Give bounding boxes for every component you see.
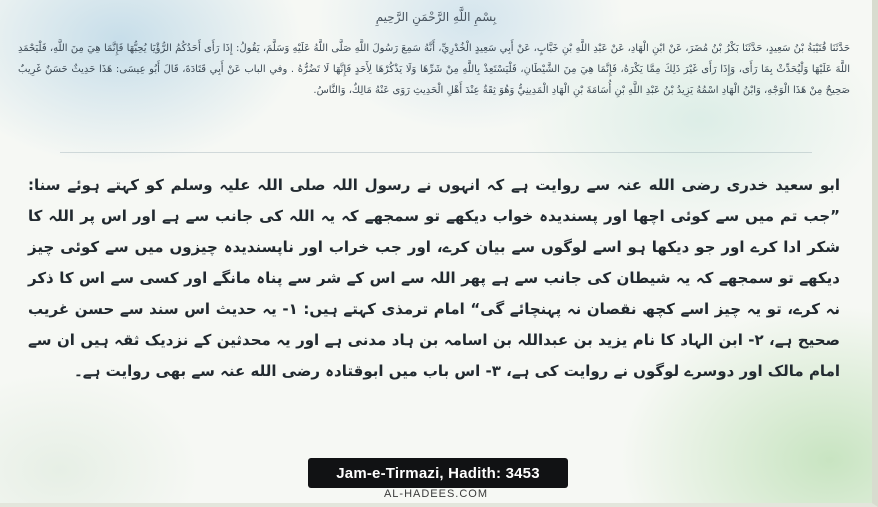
section-divider — [60, 152, 812, 153]
urdu-translation-text: ابو سعید خدری رضی الله عنہ سے روایت ہے کہ انہوں نے رسول اللہ صلی اللہ علیہ وسلم کو کہتے ہوئے سنا: ”جب تم میں سے کوئی اچھا اور پسندیدہ خواب دیکھے تو سمجھے کہ یہ اللہ کی جانب سے ہے اور اس پر اللہ کا شکر ادا کرے اور جو دیکھا ہو اسے لوگوں سے بیان کرے، اور جب خراب اور ناپسندیدہ چیزوں میں سے کوئی چیز دیکھے تو سمجھے کہ یہ شیطان کی جانب سے ہے پھر اللہ سے اس کے شر سے پناہ مانگے اور کسی سے اس کا ذکر نہ کرے، تو یہ چیز اسے کچھ نقصان نہ پہنچائے گی“ امام ترمذی کہتے ہیں: ۱- یہ حدیث اس سند سے حسن غریب صحیح ہے، ۲- ابن الہاد کا نام یزید بن عبداللہ بن اسامہ بن ہاد مدنی ہے اور یہ محدثین کے نزدیک ثقہ ہیں ان سے امام مالک اور دوسرے لوگوں نے روایت کی ہے، ۳- اس باب میں ابوقتادہ رضی الله عنہ سے بھی روایت ہے۔ — [28, 176, 840, 380]
bismillah-header: بِسْمِ اللَّهِ الرَّحْمَنِ الرَّحِيمِ — [375, 10, 497, 24]
site-watermark: AL-HADEES.COM — [383, 488, 489, 500]
hadith-reference-badge: Jam-e-Tirmazi, Hadith: 3453 — [308, 458, 568, 488]
arabic-hadith-text: حَدَّثَنَا قُتَيْبَةُ بْنُ سَعِيدٍ، حَدَّثَنَا بَكْرُ بْنُ مُضَرَ، عَنْ ابْنِ الْهَادِ، عَنْ عَبْدِ اللَّهِ بْنِ خَبَّابٍ، عَنْ أَبِي سَعِيدٍ الْخُدْرِيِّ، أَنَّهُ سَمِعَ رَسُولَ اللَّهِ صَلَّى اللَّهُ عَلَيْهِ وَسَلَّمَ، يَقُولُ: إِذَا رَأَى أَحَدُكُمُ الرُّؤْيَا يُحِبُّهَا فَإِنَّمَا هِيَ مِنَ اللَّهِ، فَلْيَحْمَدِ اللَّهَ عَلَيْهَا وَلْيُحَدِّثْ بِمَا رَأَى، وَإِذَا رَأَى غَيْرَ ذَلِكَ مِمَّا يَكْرَهُ، فَإِنَّمَا هِيَ مِنَ الشَّيْطَانِ، فَلْيَسْتَعِذْ بِاللَّهِ مِنْ شَرِّهَا وَلَا يَذْكُرْهَا لِأَحَدٍ فَإِنَّهَا لَا تَضُرُّهُ . وفي الباب عَنْ أَبِي قَتَادَةَ، قَالَ أَبُو عِيسَى: هَذَا حَدِيثٌ حَسَنٌ غَرِيبٌ صَحِيحٌ مِنْ هَذَا الْوَجْهِ، وَابْنُ الْهَادِ اسْمُهُ يَزِيدُ بْنُ عَبْدِ اللَّهِ بْنِ أُسَامَةَ بْنِ الْهَادِ الْمَدِينِيُّ وَهُوَ ثِقَةٌ عِنْدَ أَهْلِ الْحَدِيثِ رَوَى عَنْهُ مَالِكٌ، وَالنَّاسُ. — [18, 43, 850, 96]
